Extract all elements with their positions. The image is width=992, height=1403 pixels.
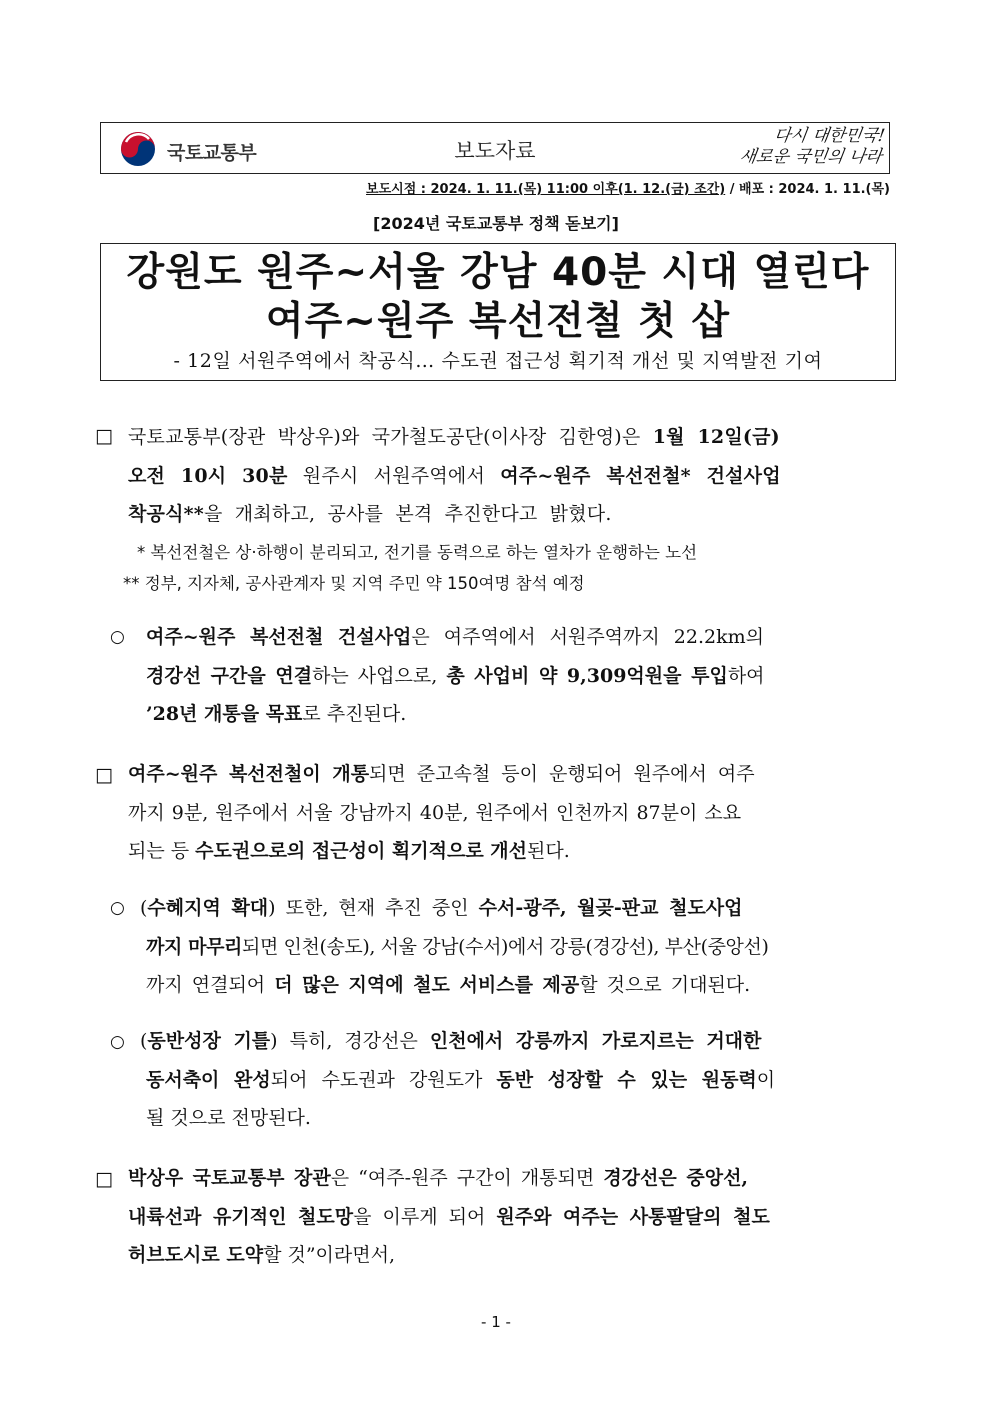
- sub2-text: 까지 연결되어: [146, 974, 275, 996]
- sub1-target: ’28년 개통을 목표: [146, 703, 303, 725]
- p2-improvement: 수도권으로의 접근성이 획기적으로 개선: [195, 840, 528, 862]
- p1-text: 원주시 서원주역에서: [287, 464, 501, 487]
- distribution-date: / 배포 : 2024. 1. 11.(목): [725, 182, 890, 197]
- doc-type-label: 보도자료: [454, 139, 536, 163]
- sub1-project: 여주~원주 복선전철 건설사업: [146, 626, 412, 648]
- sub2-text: 할 것으로 기대된다.: [579, 974, 751, 996]
- page-number: - 1 -: [481, 1313, 511, 1331]
- sub2-heading: 수혜지역 확대: [147, 897, 269, 919]
- headline-2: 여주~원주 복선전철 첫 삽: [265, 299, 731, 344]
- circle-bullet-icon: ○: [110, 1032, 125, 1052]
- p1-ceremony: 착공식**: [128, 503, 204, 525]
- p1-text: 을 개최하고, 공사를 본격 추진한다고 밝혔다.: [203, 503, 612, 525]
- slogan-line-2: 새로운 국민의 나라: [738, 147, 884, 167]
- p1-text: 국토교통부(장관 박상우)와 국가철도공단(이사장 김한영)은: [128, 426, 653, 448]
- header-box: [100, 122, 890, 174]
- p2-opening: 여주~원주 복선전철이 개통: [128, 763, 370, 785]
- sub2-text: 되면 인천(송도), 서울 강남(수서)에서 강릉(경강선), 부산(중앙선): [242, 935, 769, 958]
- p3-leap: 허브도시로 도약: [128, 1244, 264, 1266]
- circle-bullet-icon: ○: [110, 627, 125, 647]
- square-bullet-icon: □: [95, 764, 113, 786]
- sub3-text: 이: [756, 1068, 776, 1091]
- release-info: [100, 178, 890, 197]
- sub3-axis: 인천에서 강릉까지 가로지르는 거대한: [429, 1030, 762, 1052]
- sub3-growth: 동반 성장할 수 있는 원동력: [496, 1068, 757, 1091]
- ministry-name: 국토교통부: [167, 142, 257, 164]
- slogan: [700, 126, 886, 172]
- circle-bullet-icon: ○: [110, 898, 125, 918]
- sub1-budget: 총 사업비 약 9,309억원을 투입: [446, 664, 728, 687]
- sub2-text: ) 또한, 현재 추진 중인: [268, 897, 479, 919]
- square-bullet-icon: □: [95, 1168, 113, 1190]
- sub1-section: 경강선 구간을 연결: [146, 664, 313, 687]
- sub-point-2: [140, 889, 896, 1005]
- paragraph-2: [128, 755, 896, 871]
- p2-text: 되는 등: [128, 840, 196, 862]
- p3-text: 을 이루게 되어: [353, 1205, 497, 1228]
- sub-point-1: [146, 618, 896, 734]
- sub3-text: (: [140, 1030, 148, 1052]
- sub1-text: 하는 사업으로,: [312, 664, 447, 687]
- sub3-text: 되어 수도권과 강원도가: [270, 1068, 497, 1091]
- sub1-text: 하여: [727, 664, 765, 687]
- slogan-line-1: 다시 대한민국!: [772, 126, 887, 146]
- sub-point-3: [140, 1022, 896, 1138]
- p3-line: 경강선은 중앙선,: [603, 1167, 749, 1189]
- p3-minister: 박상우 국토교통부 장관: [128, 1167, 331, 1189]
- sub3-outlook: 될 것으로 전망된다.: [146, 1107, 311, 1129]
- p1-time: 오전 10시 30분: [128, 464, 288, 487]
- p3-text: 할 것”이라면서,: [263, 1244, 396, 1266]
- p3-hub: 원주와 여주는 사통팔달의 철도: [496, 1205, 770, 1228]
- p3-text: 은 “여주-원주 구간이 개통되면: [330, 1167, 604, 1189]
- sub2-service: 더 많은 지역에 철도 서비스를 제공: [274, 974, 580, 996]
- sub3-heading: 동반성장 기틀: [147, 1030, 271, 1052]
- policy-tag: [2024년 국토교통부 정책 돋보기]: [373, 214, 619, 233]
- subtitle: - 12일 서원주역에서 착공식… 수도권 접근성 획기적 개선 및 지역발전 기여: [173, 350, 823, 372]
- headline-1: 강원도 원주~서울 강남 40분 시대 열린다: [126, 250, 870, 295]
- paragraph-1: [128, 418, 896, 534]
- p2-text: 된다.: [527, 840, 570, 862]
- footnote-2: ** 정부, 지자체, 공사관계자 및 지역 주민 약 150여명 참석 예정: [123, 574, 585, 593]
- sub3-text: ) 특히, 경강선은: [270, 1030, 430, 1052]
- sub2-completion: 까지 마무리: [146, 935, 242, 958]
- sub1-text: 은 여주역에서 서원주역까지 22.2km의: [411, 626, 764, 648]
- p1-project: 여주~원주 복선전철* 건설사업: [500, 464, 781, 487]
- embargo-time: 보도시점 : 2024. 1. 11.(목) 11:00 이후(1. 12.(금) 조간): [366, 182, 726, 197]
- sub3-completion: 동서축이 완성: [146, 1068, 271, 1091]
- p3-network: 내륙선과 유기적인 철도망: [128, 1205, 354, 1228]
- title-box: [100, 243, 896, 381]
- p1-date: 1월 12일(금): [652, 426, 780, 448]
- sub2-text: (: [140, 897, 148, 919]
- footnote-1: * 복선전철은 상·하행이 분리되고, 전기를 동력으로 하는 열차가 운행하는 노선: [137, 543, 698, 562]
- sub2-projects: 수서-광주, 월곶-판교 철도사업: [478, 897, 743, 919]
- p2-travel-times: 까지 9분, 원주에서 서울 강남까지 40분, 원주에서 인천까지 87분이 소요: [128, 801, 742, 824]
- sub1-text: 로 추진된다.: [302, 703, 407, 725]
- paragraph-3: [128, 1159, 896, 1275]
- p2-text: 되면 준고속철 등이 운행되어 원주에서 여주: [369, 763, 755, 785]
- square-bullet-icon: □: [95, 425, 113, 447]
